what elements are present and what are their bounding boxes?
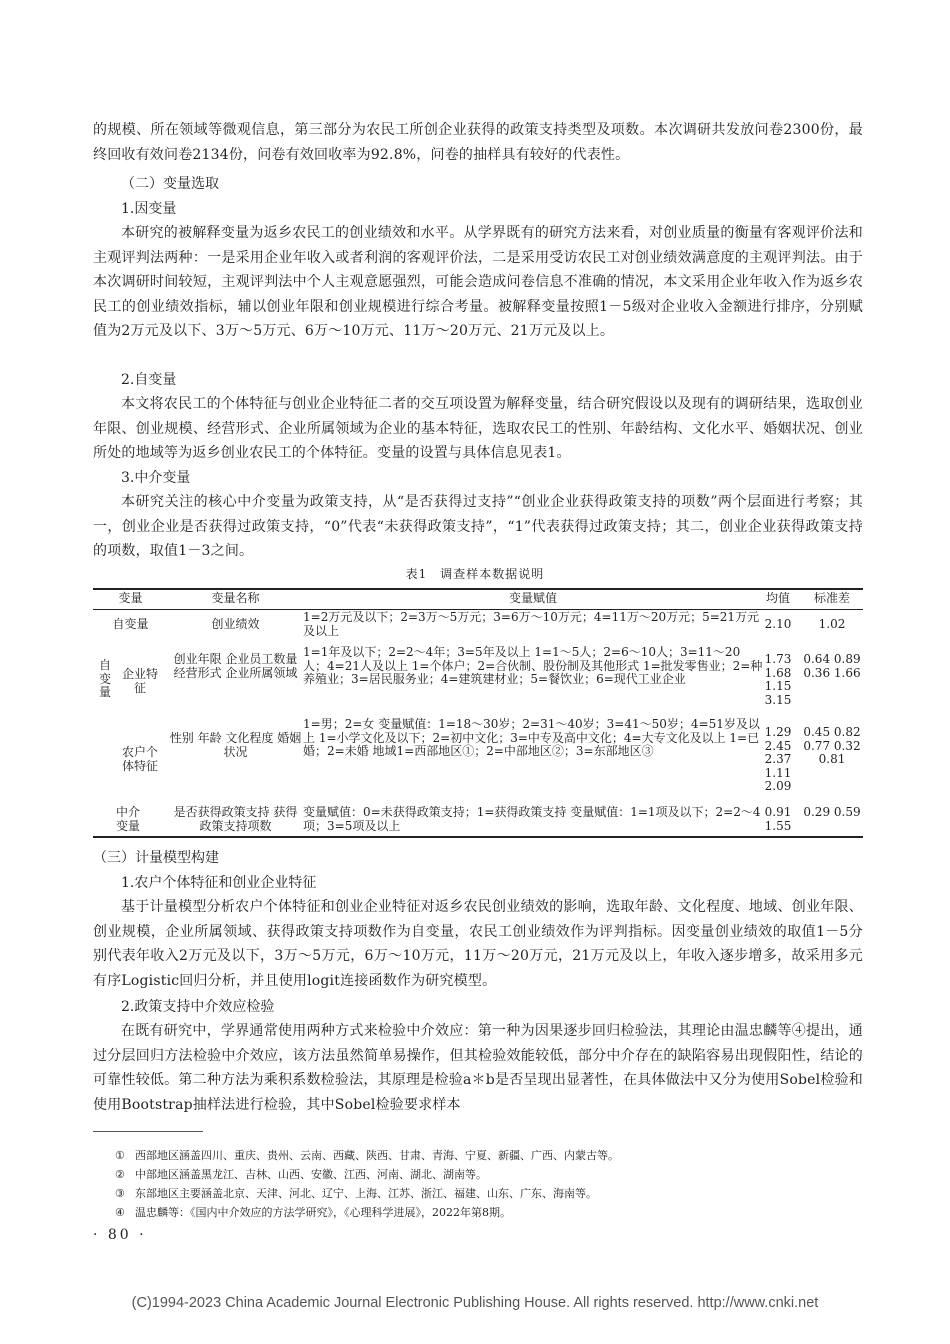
section-heading: （二）变量选取: [121, 176, 219, 192]
row-sds-farmer: 0.45 0.82 0.77 0.32 0.81: [803, 725, 861, 767]
page-number: · 80 ·: [93, 1227, 147, 1243]
col-header-assignment: 变量赋值: [508, 591, 557, 605]
body-paragraph: 基于计量模型分析农户个体特征和创业企业特征对返乡农民创业绩效的影响，选取年龄、文化程度、地域、创业年限、创业规模，企业所属领域、获得政策支持项数作为自变量，农民工创业绩效作为评判指标。因变量创业绩效的取值1－5分别代表年收入2万元及以下，3万～5万元，6万～10万元，11万～20万元，21万元及以上，年收入逐步增多，故采用多元有序Logistic回归分析，并且使用logit连接函数作为研究模型。: [93, 899, 863, 989]
col-header-name: 变量名称: [211, 591, 260, 605]
table-bottom-rule: [93, 836, 863, 838]
subsection-heading: 2.自变量: [121, 372, 177, 388]
body-paragraph: 本研究的被解释变量为返乡农民工的创业绩效和水平。从学界既有的研究方法来看，对创业质量的衡量有客观评价法和主观评判法两种：一是采用企业年收入或者利润的客观评价法，二是采用受访农民工对创业绩效满意度的主观评判法。由于本次调研时间较短，主观评判法中个人主观意愿强烈，可能会造成问卷信息不准确的情况，本文采用企业年收入作为返乡农民工的创业绩效指标，辅以创业年限和创业规模进行综合考量。被解释变量按照1－5级对企业收入金额进行排序，分别赋值为2万元及以下、3万～5万元、6万～10万元、11万～20万元、21万元及以上。: [93, 225, 863, 340]
col-header-sd: 标准差: [813, 591, 850, 605]
footnote: ② 中部地区涵盖黑龙江、吉林、山西、安徽、江西、河南、湖北、湖南等。: [115, 1168, 487, 1181]
body-paragraph: 的规模、所在领域等微观信息，第三部分为农民工所创企业获得的政策支持类型及项数。本次调研共发放问卷2300份，最终回收有效问卷2134份，问卷有效回收率为92.8%，问卷的抽样具有较好的代表性。: [93, 122, 863, 163]
footnote: ③ 东部地区主要涵盖北京、天津、河北、辽宁、上海、江苏、浙江、福建、山东、广东、海南等。: [115, 1187, 597, 1200]
table-caption: 表1 调查样本数据说明: [405, 567, 545, 581]
col-header-mean: 均值: [765, 591, 790, 605]
row-assign-enterprise: 1=1年及以下；2=2～4年；3=5年及以上 1=1～5人；2=6～10人；3=11～20人；4=21人及以上 1=个体户；2=合伙制、股份制及其他形式 1=批发零售业；2=种养殖业；3=居民服务业；4=建筑建材业；5=餐饮业；6=现代工业企业: [303, 645, 763, 687]
row-names-mediator: 是否获得政策支持 获得政策支持项数: [173, 805, 298, 833]
row-means-mediator: 0.91 1.55: [764, 805, 792, 833]
row-means-farmer: 1.29 2.45 2.37 1.11 2.09: [764, 725, 792, 794]
subsection-heading: 1.农户个体特征和创业企业特征: [121, 875, 317, 891]
table-top-rule: [93, 588, 863, 590]
footnote: ① 西部地区涵盖四川、重庆、贵州、云南、西藏、陕西、甘肃、青海、宁夏、新疆、广西、内蒙古等。: [115, 1149, 619, 1162]
row-names-enterprise: 创业年限 企业员工数量 经营形式 企业所属领域: [173, 652, 298, 680]
row-sds-mediator: 0.29 0.59: [803, 805, 861, 819]
footnote-separator: [93, 1131, 203, 1132]
row-group-farmer: 农户个体特征: [121, 745, 158, 773]
row-sd-performance: 1.02: [818, 617, 846, 631]
subsection-heading: 3.中介变量: [121, 470, 191, 486]
row-assign-farmer: 1=男；2=女 变量赋值：1=18～30岁；2=31～40岁；3=41～50岁；4=51岁及以上 1=小学文化及以下；2=初中文化；3=中专及高中文化；4=大专文化及以上 1=已婚；2=未婚 地域1=西部地区①；2=中部地区②；3=东部地区③: [303, 717, 760, 759]
row-group-mediator: 中介变量: [115, 805, 140, 833]
row-name-performance: 创业绩效: [211, 617, 260, 631]
row-means-enterprise: 1.73 1.68 1.15 3.15: [764, 652, 792, 707]
copyright-footer: (C)1994-2023 China Academic Journal Electronic Publishing House. All rights reserved. http://www.cnki.net: [131, 1295, 819, 1311]
body-paragraph: 在既有研究中，学界通常使用两种方式来检验中介效应：第一种为因果逐步回归检验法，其理论由温忠麟等④提出，通过分层回归方法检验中介效应，该方法虽然简单易操作，但其检验效能较低，部分中介存在的缺陷容易出现假阳性，结论的可靠性较低。第二种方法为乘积系数检验法，其原理是检验a＊b是否呈现出显著性，在具体做法中又分为使用Sobel检验和使用Bootstrap抽样法进行检验，其中Sobel检验要求样本: [93, 1023, 863, 1113]
row-assign-performance: 1=2万元及以下；2=3万～5万元；3=6万～10万元；4=11万～20万元；5=21万元及以上: [303, 610, 760, 638]
row-group-enterprise: 企业特征: [121, 667, 158, 695]
data-table: [93, 588, 863, 838]
subsection-heading: 2.政策支持中介效应检验: [121, 999, 275, 1015]
body-paragraph: 本文将农民工的个体特征与创业企业特征二者的交互项设置为解释变量，结合研究假设以及现有的调研结果，选取创业年限、创业规模、经营形式、企业所属领域为企业的基本特征，选取农民工的性别、年龄结构、文化水平、婚姻状况、创业所处的地域等为返乡创业农民工的个体特征。变量的设置与具体信息见表1。: [93, 396, 863, 462]
section-heading: （三）计量模型构建: [93, 850, 219, 866]
body-paragraph: 本研究关注的核心中介变量为政策支持，从“是否获得过支持”“创业企业获得政策支持的项数”两个层面进行考察；其一，创业企业是否获得过政策支持，“0”代表“未获得政策支持”，“1”代表获得过政策支持；其二，创业企业获得政策支持的项数，取值1－3之间。: [93, 494, 863, 560]
row-mean-performance: 2.10: [764, 617, 792, 631]
row-sds-enterprise: 0.64 0.89 0.36 1.66: [803, 652, 861, 680]
footnote: ④ 温忠麟等：《国内中介效应的方法学研究》，《心理科学进展》，2022年第8期。: [115, 1206, 511, 1219]
row-assign-mediator: 变量赋值：0=未获得政策支持；1=获得政策支持 变量赋值：1=1项及以下；2=2～4项；3=5项及以上: [303, 805, 761, 833]
row-names-farmer: 性别 年龄 文化程度 婚姻状况: [169, 731, 302, 759]
row-group-independent: 自变量: [99, 658, 112, 700]
row-group-dependent: 自变量: [112, 617, 149, 631]
subsection-heading: 1.因变量: [121, 201, 177, 217]
col-header-variable: 变量: [118, 591, 143, 605]
